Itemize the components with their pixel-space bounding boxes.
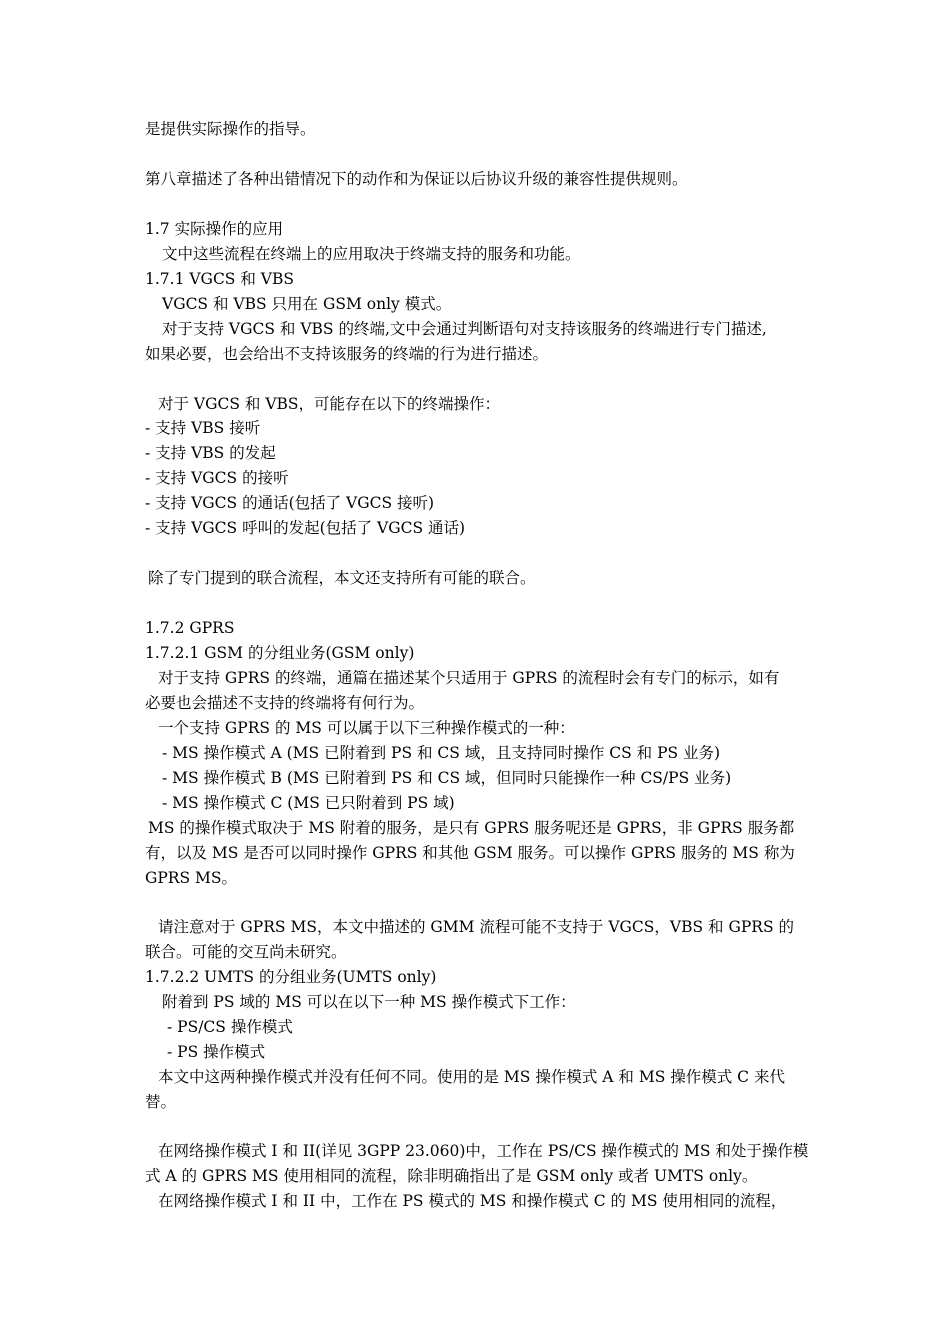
paragraph-line: 对于 VGCS 和 VBS，可能存在以下的终端操作： bbox=[158, 395, 501, 413]
paragraph-line: VGCS 和 VBS 只用在 GSM only 模式。 bbox=[162, 295, 452, 313]
paragraph-line: 文中这些流程在终端上的应用取决于终端支持的服务和功能。 bbox=[162, 245, 581, 263]
list-item: - 支持 VGCS 的接听 bbox=[145, 469, 289, 487]
paragraph-line: 本文中这两种操作模式并没有任何不同。使用的是 MS 操作模式 A 和 MS 操作模式 C 来代 bbox=[158, 1068, 785, 1086]
paragraph-line: 式 A 的 GPRS MS 使用相同的流程，除非明确指出了是 GSM only 或者 UMTS only。 bbox=[145, 1167, 758, 1185]
section-heading-1-7-2-2: 1.7.2.2 UMTS 的分组业务(UMTS only) bbox=[145, 968, 437, 986]
section-heading-1-7-2-1: 1.7.2.1 GSM 的分组业务(GSM only) bbox=[145, 644, 415, 662]
paragraph-line: 联合。可能的交互尚未研究。 bbox=[145, 943, 347, 961]
paragraph-line: MS 的操作模式取决于 MS 附着的服务，是只有 GPRS 服务呢还是 GPRS，非 GPRS 服务都 bbox=[148, 819, 795, 837]
paragraph-line: 对于支持 VGCS 和 VBS 的终端,文中会通过判断语句对支持该服务的终端进行专门描述, bbox=[162, 320, 767, 338]
paragraph-line: 是提供实际操作的指导。 bbox=[145, 120, 316, 138]
section-heading-1-7-2: 1.7.2 GPRS bbox=[145, 619, 235, 637]
paragraph-line: 请注意对于 GPRS MS，本文中描述的 GMM 流程可能不支持于 VGCS，VBS 和 GPRS 的 bbox=[158, 918, 794, 936]
paragraph-line: 除了专门提到的联合流程，本文还支持所有可能的联合。 bbox=[148, 569, 536, 587]
section-heading-1-7-1: 1.7.1 VGCS 和 VBS bbox=[145, 270, 294, 288]
paragraph-line: 在网络操作模式 I 和 II(详见 3GPP 23.060)中，工作在 PS/CS 操作模式的 MS 和处于操作模 bbox=[158, 1142, 809, 1160]
paragraph-line: 第八章描述了各种出错情况下的动作和为保证以后协议升级的兼容性提供规则。 bbox=[145, 170, 688, 188]
list-item: - 支持 VGCS 的通话(包括了 VGCS 接听) bbox=[145, 494, 435, 512]
paragraph-line: 如果必要，也会给出不支持该服务的终端的行为进行描述。 bbox=[145, 345, 549, 363]
paragraph-line: 有，以及 MS 是否可以同时操作 GPRS 和其他 GSM 服务。可以操作 GPRS 服务的 MS 称为 bbox=[145, 844, 795, 862]
paragraph-line: 附着到 PS 域的 MS 可以在以下一种 MS 操作模式下工作： bbox=[162, 993, 576, 1011]
paragraph-line: GPRS MS。 bbox=[145, 869, 238, 887]
list-item: - 支持 VBS 接听 bbox=[145, 419, 261, 437]
paragraph-line: 对于支持 GPRS 的终端，通篇在描述某个只适用于 GPRS 的流程时会有专门的标示，如有 bbox=[158, 669, 780, 687]
list-item: - 支持 VGCS 呼叫的发起(包括了 VGCS 通话) bbox=[145, 519, 466, 537]
paragraph-line: 必要也会描述不支持的终端将有何行为。 bbox=[145, 694, 425, 712]
list-item: - PS 操作模式 bbox=[167, 1043, 266, 1061]
paragraph-line: 替。 bbox=[145, 1093, 177, 1111]
list-item: - PS/CS 操作模式 bbox=[167, 1018, 293, 1036]
section-heading-1-7: 1.7 实际操作的应用 bbox=[145, 220, 284, 238]
list-item: - MS 操作模式 A (MS 已附着到 PS 和 CS 域，且支持同时操作 CS 和 PS 业务) bbox=[162, 744, 721, 762]
list-item: - MS 操作模式 C (MS 已只附着到 PS 域) bbox=[162, 794, 455, 812]
paragraph-line: 一个支持 GPRS 的 MS 可以属于以下三种操作模式的一种： bbox=[158, 719, 575, 737]
list-item: - MS 操作模式 B (MS 已附着到 PS 和 CS 域，但同时只能操作一种 CS/PS 业务) bbox=[162, 769, 732, 787]
list-item: - 支持 VBS 的发起 bbox=[145, 444, 276, 462]
paragraph-line: 在网络操作模式 I 和 II 中，工作在 PS 模式的 MS 和操作模式 C 的 MS 使用相同的流程， bbox=[158, 1192, 787, 1210]
